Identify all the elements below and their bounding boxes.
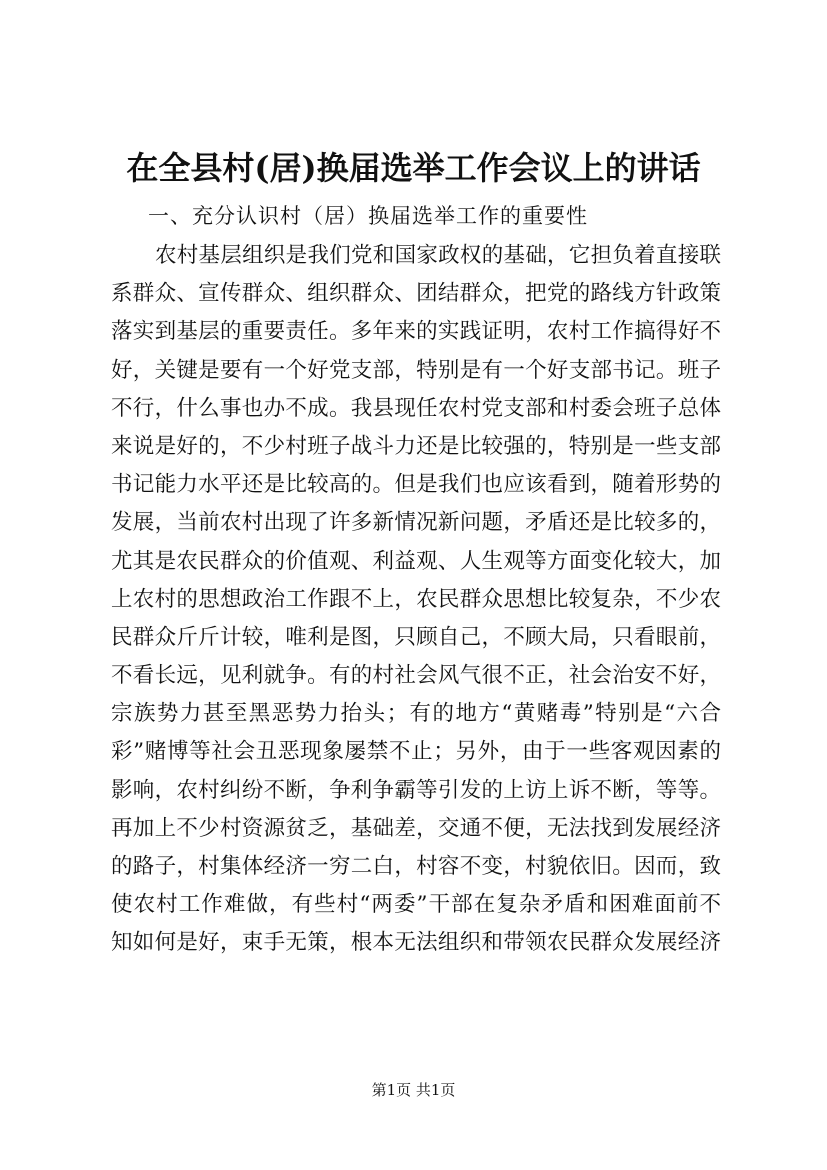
paragraph-line: 民群众斤斤计较，唯利是图，只顾自己，不顾大局，只看眼前， <box>111 624 721 650</box>
page-title: 在全县村(居)换届选举工作会议上的讲话 <box>126 149 701 187</box>
paragraph-line: 发展，当前农村出现了许多新情况新问题，矛盾还是比较多的， <box>111 510 721 536</box>
paragraph-line: 农村基层组织是我们党和国家政权的基础，它担负着直接联 <box>155 243 721 268</box>
paragraph-line: 好，关键是要有一个好党支部，特别是有一个好支部书记。班子 <box>111 357 721 383</box>
paragraph-line: 来说是好的，不少村班子战斗力还是比较强的，特别是一些支部 <box>111 433 721 459</box>
paragraph-line: 不行，什么事也办不成。我县现任农村党支部和村委会班子总体 <box>111 395 721 421</box>
body-text <box>111 237 721 963</box>
page-footer: 第1页 共1页 <box>371 1081 456 1099</box>
paragraph-line: 使农村工作难做，有些村“两委”干部在复杂矛盾和困难面前不 <box>111 892 721 918</box>
paragraph-line: 的路子，村集体经济一穷二白，村容不变，村貌依旧。因而，致 <box>111 854 721 879</box>
paragraph-line: 知如何是好，束手无策，根本无法组织和带领农民群众发展经济 <box>111 930 721 956</box>
paragraph-line: 系群众、宣传群众、组织群众、团结群众，把党的路线方针政策 <box>111 281 721 307</box>
paragraph-line: 不看长远，见利就争。有的村社会风气很不正，社会治安不好， <box>111 663 721 689</box>
paragraph-line: 宗族势力甚至黑恶势力抬头；有的地方“黄赌毒”特别是“六合 <box>111 701 721 727</box>
section-heading: 一、充分认识村（居）换届选举工作的重要性 <box>148 204 588 228</box>
paragraph-line: 再加上不少村资源贫乏，基础差，交通不便，无法找到发展经济 <box>111 815 721 841</box>
paragraph-line: 尤其是农民群众的价值观、利益观、人生观等方面变化较大，加 <box>111 548 721 574</box>
paragraph-line: 影响，农村纠纷不断，争利争霸等引发的上访上诉不断，等等。 <box>111 777 721 803</box>
paragraph-line: 落实到基层的重要责任。多年来的实践证明，农村工作搞得好不 <box>111 319 721 345</box>
paragraph-line: 上农村的思想政治工作跟不上，农民群众思想比较复杂，不少农 <box>111 586 721 612</box>
paragraph-line: 书记能力水平还是比较高的。但是我们也应该看到，随着形势的 <box>111 472 721 498</box>
paragraph-line: 彩”赌博等社会丑恶现象屡禁不止；另外，由于一些客观因素的 <box>111 739 721 765</box>
